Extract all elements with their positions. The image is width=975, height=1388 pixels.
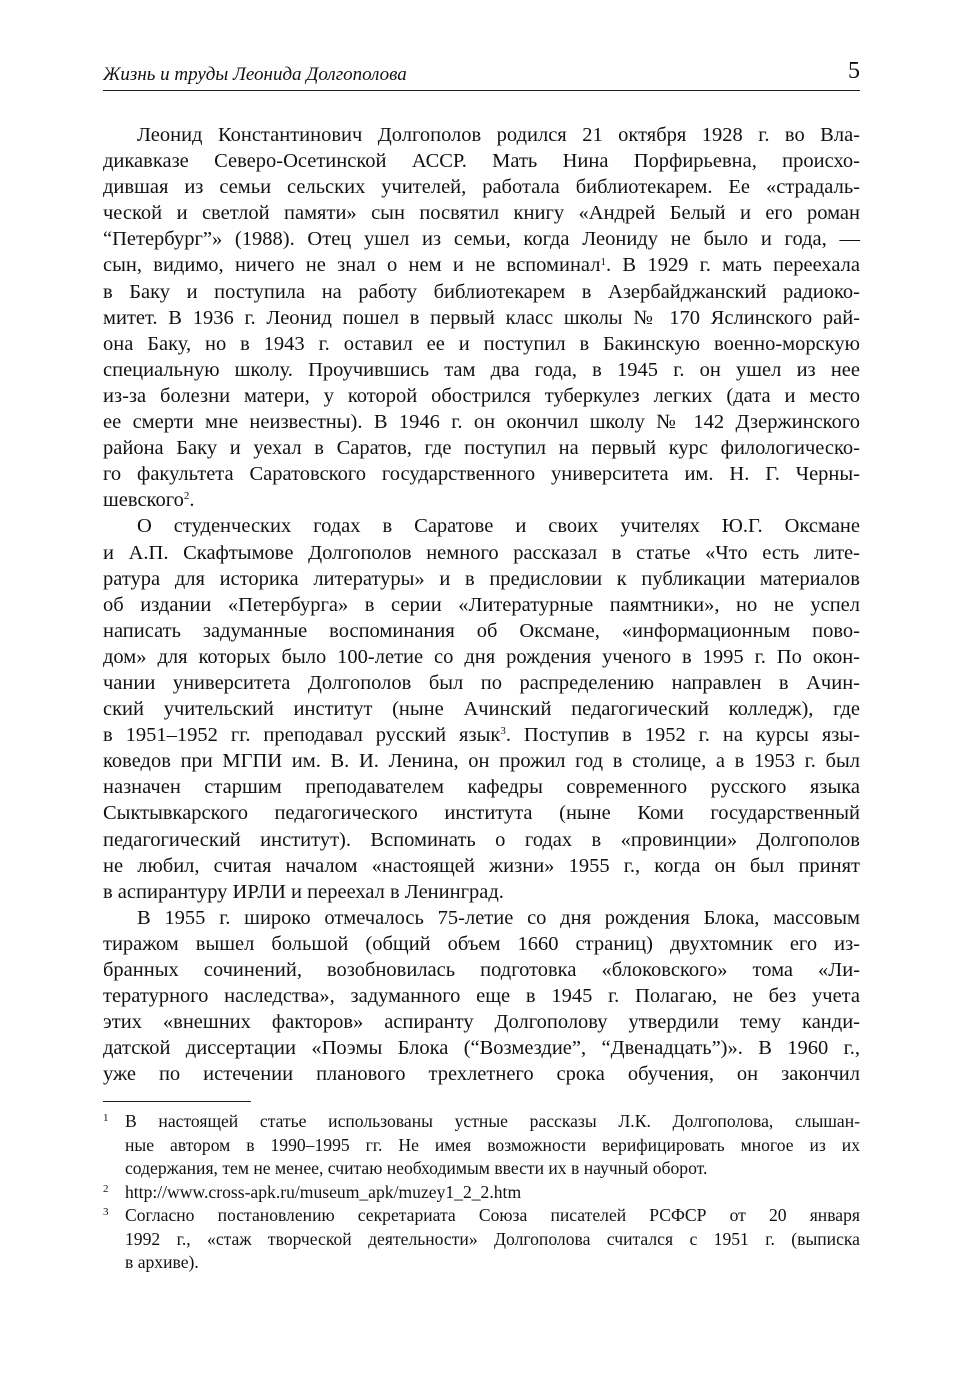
text-line: педагогический институт). Вспоминать о годах в «провинции» Долгополов [103, 828, 860, 851]
footnote-1 [103, 1110, 860, 1181]
footnote-line: содержания, тем не менее, считаю необходимым ввести их в научный оборот. [125, 1158, 708, 1178]
footnote-line: 1992 г., «стаж творческой деятельности» Долгополова считался с 1951 г. (выписка [125, 1228, 860, 1249]
text-line: “Петербург”» (1988). Отец ушел из семьи, когда Леониду не было и года, — [103, 228, 860, 251]
text-line: О студенческих годах в Саратове и своих учителях Ю.Г. Оксмане [137, 515, 860, 538]
footnote-ref-2[interactable]: 2 [183, 490, 190, 503]
text-line: датской диссертации «Поэмы Блока (“Возмездие”, “Двенадцать”)». В 1960 г., [103, 1037, 860, 1060]
book-page [103, 0, 860, 1388]
footnote-ref-3[interactable]: 3 [500, 725, 506, 738]
footnote-mark: 3 [103, 1206, 109, 1218]
text-line: района Баку и уехал в Саратов, где поступил на первый курс филологическо- [103, 437, 860, 460]
text-line [103, 487, 860, 513]
text-line: ческой и светлой памяти» сын посвятил книгу «Андрей Белый и его роман [103, 202, 860, 225]
footnote-url-link[interactable]: http://www.cross-apk.ru/museum_apk/muzey1_2_2.htm [125, 1181, 522, 1202]
footnote-3 [103, 1204, 860, 1275]
paragraph-2 [103, 513, 860, 904]
text-line: уже по истечении планового трехлетнего срока обучения, он закончил [103, 1063, 860, 1086]
footnote-mark: 1 [103, 1112, 109, 1124]
text-line: дившая из семьи сельских учителей, работала библиотекарем. Ее «страдаль- [103, 176, 860, 199]
text-line: об издании «Петербурга» в серии «Литературные паямтники», но не успел [103, 593, 860, 616]
page-number: 5 [848, 58, 860, 84]
text-line: тературного наследства», задуманного еще в 1945 г. Полагаю, не без учета [103, 985, 860, 1008]
text-line: написать задуманные воспоминания об Оксмане, «информационным пово- [103, 619, 860, 642]
text-line: Леонид Константинович Долгополов родился 21 октября 1928 г. во Вла- [137, 124, 860, 146]
text-line: из-за болезни матери, у которой обострился туберкулез легких (дата и место [103, 384, 860, 407]
running-title: Жизнь и труды Леонида Долгополова [103, 64, 407, 85]
text-line: ский учительский институт (ныне Ачинский педагогический колледж), где [103, 698, 860, 721]
text-line: назначен старшим преподавателем кафедры современного русского языка [103, 776, 860, 799]
paragraph-1 [103, 122, 860, 513]
text-line: чании университета Долгополов был по распределению направлен в Ачин- [103, 671, 860, 694]
text-segment: сын, видимо, ничего не знал о нем и не вспоминал [103, 254, 601, 277]
text-line: Сыктывкарского педагогического института (ныне Коми государственный [103, 802, 860, 825]
text-line: дикавказе Северо-Осетинской АССР. Мать Нина Порфирьевна, происхо- [103, 150, 860, 173]
running-header [103, 58, 860, 91]
text-line: этих «внешних факторов» аспиранту Долгополову утвердили тему канди- [103, 1011, 860, 1034]
text-line: в аспирантуру ИРЛИ и переехал в Ленинград. [103, 880, 504, 903]
footnote-line: В настоящей статье использованы устные рассказы Л.К. Долгополова, слышан- [125, 1111, 860, 1131]
text-line: не любил, считая началом «настоящей жизни» 1955 г., когда он был принят [103, 854, 860, 877]
text-line: коведов при МГПИ им. В. И. Ленина, он прожил год в столице, а в 1953 г. был [103, 750, 860, 773]
footnote-line: ные автором в 1990–1995 гг. Не имея возможности верифицировать многое из их [125, 1134, 860, 1155]
text-line: бранных сочинений, возобновилась подготовка «блоковского» тома «Ли- [103, 959, 860, 981]
text-line: она Баку, но в 1943 г. оставил ее и поступил в Бакинскую военно-морскую [103, 332, 860, 355]
text-line: ратура для историка литературы» и в предисловии к публикации материалов [103, 567, 860, 590]
text-line [103, 252, 860, 278]
paragraph-3 [103, 905, 860, 1088]
text-segment: . В 1929 г. мать переехала [605, 254, 860, 277]
footnote-line: Согласно постановлению секретариата Союза писателей РСФСР от 20 января [125, 1205, 860, 1225]
text-line: го факультета Саратовского государственного университета им. Н. Г. Черны- [103, 463, 860, 486]
footnote-separator [103, 1101, 251, 1102]
footnote-mark: 2 [103, 1182, 109, 1195]
text-line: тиражом вышел большой (общий объем 1660 страниц) двухтомник его из- [103, 932, 860, 955]
footnote-2 [103, 1181, 860, 1205]
footnote-line: в архиве). [125, 1252, 199, 1272]
text-line: митет. В 1936 г. Леонид пошел в первый класс школы № 170 Яслинского рай- [103, 306, 860, 329]
text-line: дом» для которых было 100-летие со дня рождения ученого в 1995 г. По окон- [103, 645, 860, 668]
text-segment: . [189, 489, 195, 512]
text-line: В 1955 г. широко отмечалось 75-летие со дня рождения Блока, массовым [137, 906, 860, 929]
text-line: ее смерти мне неизвестны). В 1946 г. он окончил школу № 142 Дзержинского [103, 411, 860, 434]
text-line [103, 722, 860, 748]
main-text [103, 122, 860, 1087]
footnotes [103, 1110, 860, 1275]
text-line: и А.П. Скафтымове Долгополов немного рассказал в статье «Что есть лите- [103, 541, 860, 564]
text-line: в Баку и поступила на работу библиотекарем в Азербайджанский радиоко- [103, 280, 860, 303]
text-segment: в 1951–1952 гг. преподавал русский язык [103, 724, 501, 747]
text-line: специальную школу. Проучившись там два года, в 1945 г. он ушел из нее [103, 358, 860, 381]
text-segment: . Поступив в 1952 г. на курсы язы- [505, 724, 860, 747]
text-segment: шевского [103, 489, 184, 512]
footnote-ref-1[interactable]: 1 [600, 255, 606, 268]
